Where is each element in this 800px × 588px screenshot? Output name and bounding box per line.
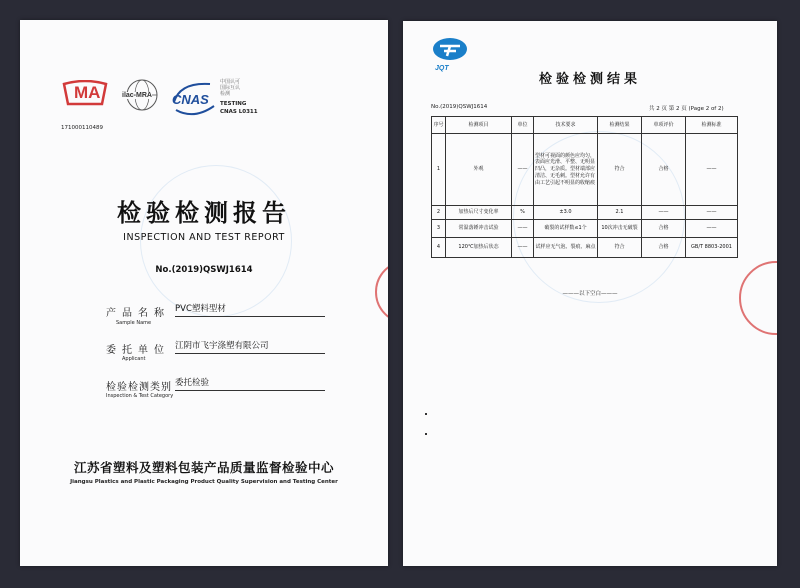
results-table bbox=[431, 116, 738, 258]
table-cell: 合格 bbox=[642, 220, 686, 238]
jqt-logo-text: JQT bbox=[435, 65, 449, 72]
table-cell: —— bbox=[686, 134, 738, 206]
table-cell: —— bbox=[642, 206, 686, 220]
dot bbox=[425, 433, 427, 435]
table-cell: 型材可视面的颜色应均匀，表面应光滑、平整、无明显凹凸，无杂质。型材端部应清洁、无毛刺。型材允许有由工艺引起不明显的收缩痕 bbox=[534, 134, 598, 206]
field-label-sample-name: 产品名称 bbox=[106, 308, 170, 319]
table-cell: 1 bbox=[432, 134, 446, 206]
table-cell: 合格 bbox=[642, 238, 686, 258]
table-cell: 破裂的试样数≤1个 bbox=[534, 220, 598, 238]
table-cell: 10次冲击无破裂 bbox=[598, 220, 642, 238]
field-value-applicant: 江阴市飞宇涤塑有限公司 bbox=[175, 341, 325, 354]
header-cell: 单项评价 bbox=[642, 117, 686, 134]
red-seal-stamp bbox=[739, 261, 777, 335]
field-label-applicant: 委托单位 bbox=[106, 345, 170, 356]
field-value-category: 委托检验 bbox=[175, 378, 325, 391]
table-cell: 120℃加热后状态 bbox=[446, 238, 512, 258]
table-cell: 符合 bbox=[598, 134, 642, 206]
table-cell: —— bbox=[512, 238, 534, 258]
field-label-en-applicant: Applicant bbox=[122, 356, 146, 362]
dot bbox=[425, 413, 427, 415]
table-cell: —— bbox=[686, 206, 738, 220]
table-cell: ±3.0 bbox=[534, 206, 598, 220]
table-cell: GB/T 8803-2001 bbox=[686, 238, 738, 258]
cnas-testing-label: TESTING bbox=[220, 101, 247, 107]
report-title-en: INSPECTION AND TEST REPORT bbox=[123, 232, 285, 243]
cnas-cn-text: 中国认可 国际互认 检测 bbox=[220, 79, 241, 97]
table-cell: 合格 bbox=[642, 134, 686, 206]
organization-name-cn: 江苏省塑料及塑料包装产品质量监督检验中心 bbox=[73, 460, 334, 475]
table-cell: —— bbox=[512, 134, 534, 206]
header-cell: 技术要求 bbox=[534, 117, 598, 134]
table-cell: —— bbox=[512, 220, 534, 238]
table-row bbox=[432, 220, 738, 238]
ilac-mra-logo: ilac-MRA bbox=[120, 78, 164, 116]
report-cover-page bbox=[20, 20, 388, 566]
table-cell: % bbox=[512, 206, 534, 220]
table-cell: 试样应无气泡、裂痕、麻点 bbox=[534, 238, 598, 258]
header-cell: 检测项目 bbox=[446, 117, 512, 134]
cma-logo: MA bbox=[60, 80, 110, 106]
table-row bbox=[432, 134, 738, 206]
field-label-en-category: Inspection & Test Category bbox=[106, 393, 174, 399]
table-cell: —— bbox=[686, 220, 738, 238]
header-cell: 序号 bbox=[432, 117, 446, 134]
table-row bbox=[432, 206, 738, 220]
header-cell: 检测结果 bbox=[598, 117, 642, 134]
table-cell: 4 bbox=[432, 238, 446, 258]
header-cell: 检测标准 bbox=[686, 117, 738, 134]
table-row bbox=[432, 238, 738, 258]
cnas-logo: CNAS bbox=[170, 80, 218, 120]
table-cell: 符合 bbox=[598, 238, 642, 258]
table-cell: 常温落锤冲击试验 bbox=[446, 220, 512, 238]
cma-number: 171000110489 bbox=[61, 125, 103, 131]
field-label-en-sample-name: Sample Name bbox=[116, 320, 152, 326]
results-report-number: No.(2019)QSWJ1614 bbox=[431, 104, 488, 110]
report-number: No.(2019)QSWJ1614 bbox=[155, 265, 253, 275]
report-title-cn: 检验检测报告 bbox=[117, 198, 291, 227]
table-cell: 3 bbox=[432, 220, 446, 238]
cnas-code: CNAS L0311 bbox=[220, 109, 258, 115]
table-cell: 2 bbox=[432, 206, 446, 220]
table-header-row bbox=[432, 117, 738, 134]
table-cell: 外观 bbox=[446, 134, 512, 206]
table-cell: 加热后尺寸变化率 bbox=[446, 206, 512, 220]
header-cell: 单位 bbox=[512, 117, 534, 134]
table-cell: 2.1 bbox=[598, 206, 642, 220]
jqt-logo bbox=[430, 37, 470, 65]
field-value-sample-name: PVC塑料型材 bbox=[175, 304, 325, 317]
end-of-results-note: ———以下空白——— bbox=[562, 291, 618, 297]
page-info: 共 2 页 第 2 页 (Page 2 of 2) bbox=[649, 106, 724, 112]
field-label-category: 检验检测类别 bbox=[106, 382, 172, 393]
results-page bbox=[403, 21, 777, 566]
results-title: 检验检测结果 bbox=[538, 72, 641, 87]
organization-name-en: Jiangsu Plastics and Plastic Packaging Product Quality Supervision and Testing Center bbox=[70, 479, 338, 485]
